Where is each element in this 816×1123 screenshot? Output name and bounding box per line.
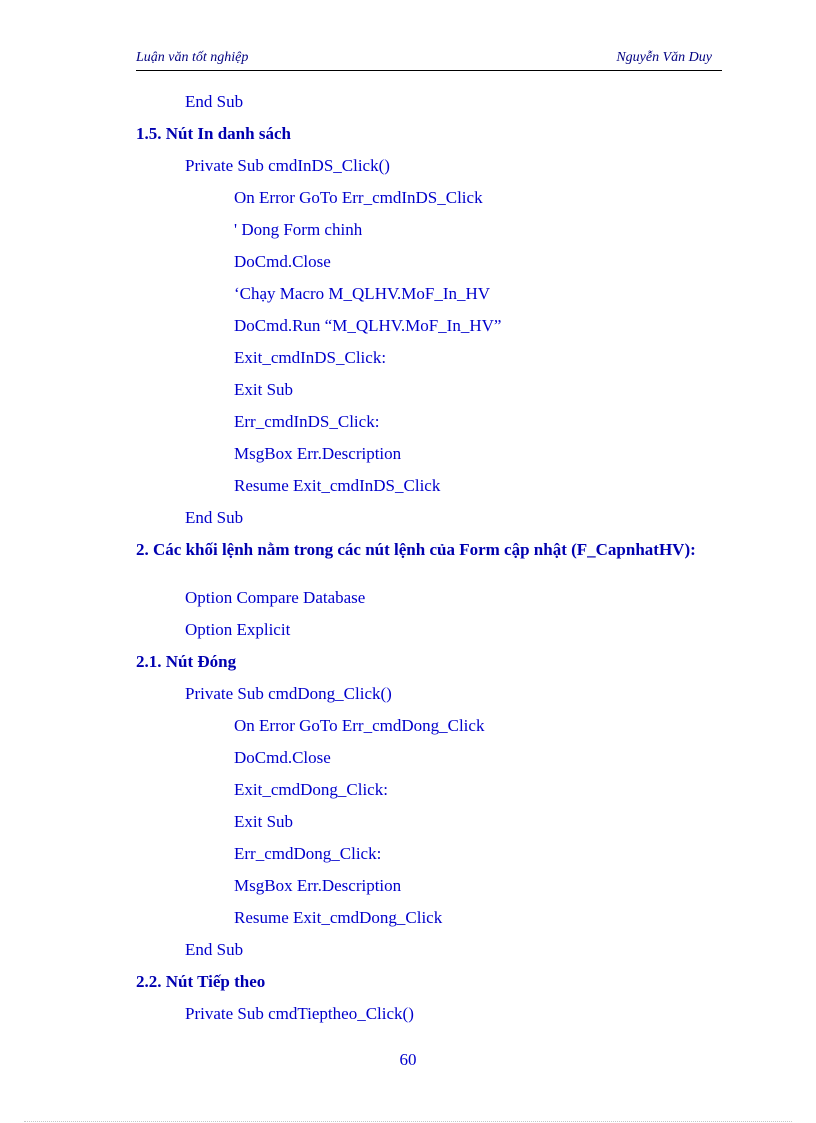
- code-line: Resume Exit_cmdInDS_Click: [234, 476, 441, 495]
- code-line: Private Sub cmdInDS_Click(): [185, 156, 390, 175]
- code-line: ' Dong Form chinh: [234, 220, 363, 239]
- code-line: MsgBox Err.Description: [234, 444, 402, 463]
- header-author: Nguyễn Văn Duy: [616, 50, 712, 65]
- code-line: Err_cmdInDS_Click:: [234, 412, 380, 431]
- page-header: [136, 50, 722, 71]
- code-line: Private Sub cmdDong_Click(): [185, 684, 392, 703]
- code-line: End Sub: [185, 940, 244, 959]
- code-line: On Error GoTo Err_cmdInDS_Click: [234, 188, 483, 207]
- code-line: End Sub: [185, 508, 244, 527]
- section-heading: 1.5. Nút In danh sách: [136, 124, 291, 143]
- code-line: Option Explicit: [185, 620, 291, 639]
- section-heading: 2. Các khối lệnh nằm trong các nút lệnh của Form cập nhật (F_CapnhatHV):: [136, 540, 696, 559]
- code-line: ‘Chạy Macro M_QLHV.MoF_In_HV: [234, 284, 491, 303]
- code-line: Exit Sub: [234, 380, 294, 399]
- page-bottom-divider: [24, 1121, 792, 1122]
- code-line: Err_cmdDong_Click:: [234, 844, 382, 863]
- code-line: Resume Exit_cmdDong_Click: [234, 908, 443, 927]
- code-line: Exit Sub: [234, 812, 294, 831]
- code-line: Option Compare Database: [185, 588, 366, 607]
- section-heading: 2.1. Nút Đóng: [136, 652, 237, 671]
- code-line: End Sub: [185, 92, 244, 111]
- page-number: 60: [399, 1050, 417, 1069]
- code-line: Exit_cmdInDS_Click:: [234, 348, 387, 367]
- code-line: On Error GoTo Err_cmdDong_Click: [234, 716, 485, 735]
- code-line: DoCmd.Run “M_QLHV.MoF_In_HV”: [234, 316, 502, 335]
- code-line: Private Sub cmdTieptheo_Click(): [185, 1004, 414, 1023]
- header-title: Luận văn tốt nghiệp: [136, 50, 249, 65]
- code-line: DoCmd.Close: [234, 748, 331, 767]
- code-line: DoCmd.Close: [234, 252, 331, 271]
- section-heading: 2.2. Nút Tiếp theo: [136, 972, 266, 991]
- code-line: Exit_cmdDong_Click:: [234, 780, 388, 799]
- code-line: MsgBox Err.Description: [234, 876, 402, 895]
